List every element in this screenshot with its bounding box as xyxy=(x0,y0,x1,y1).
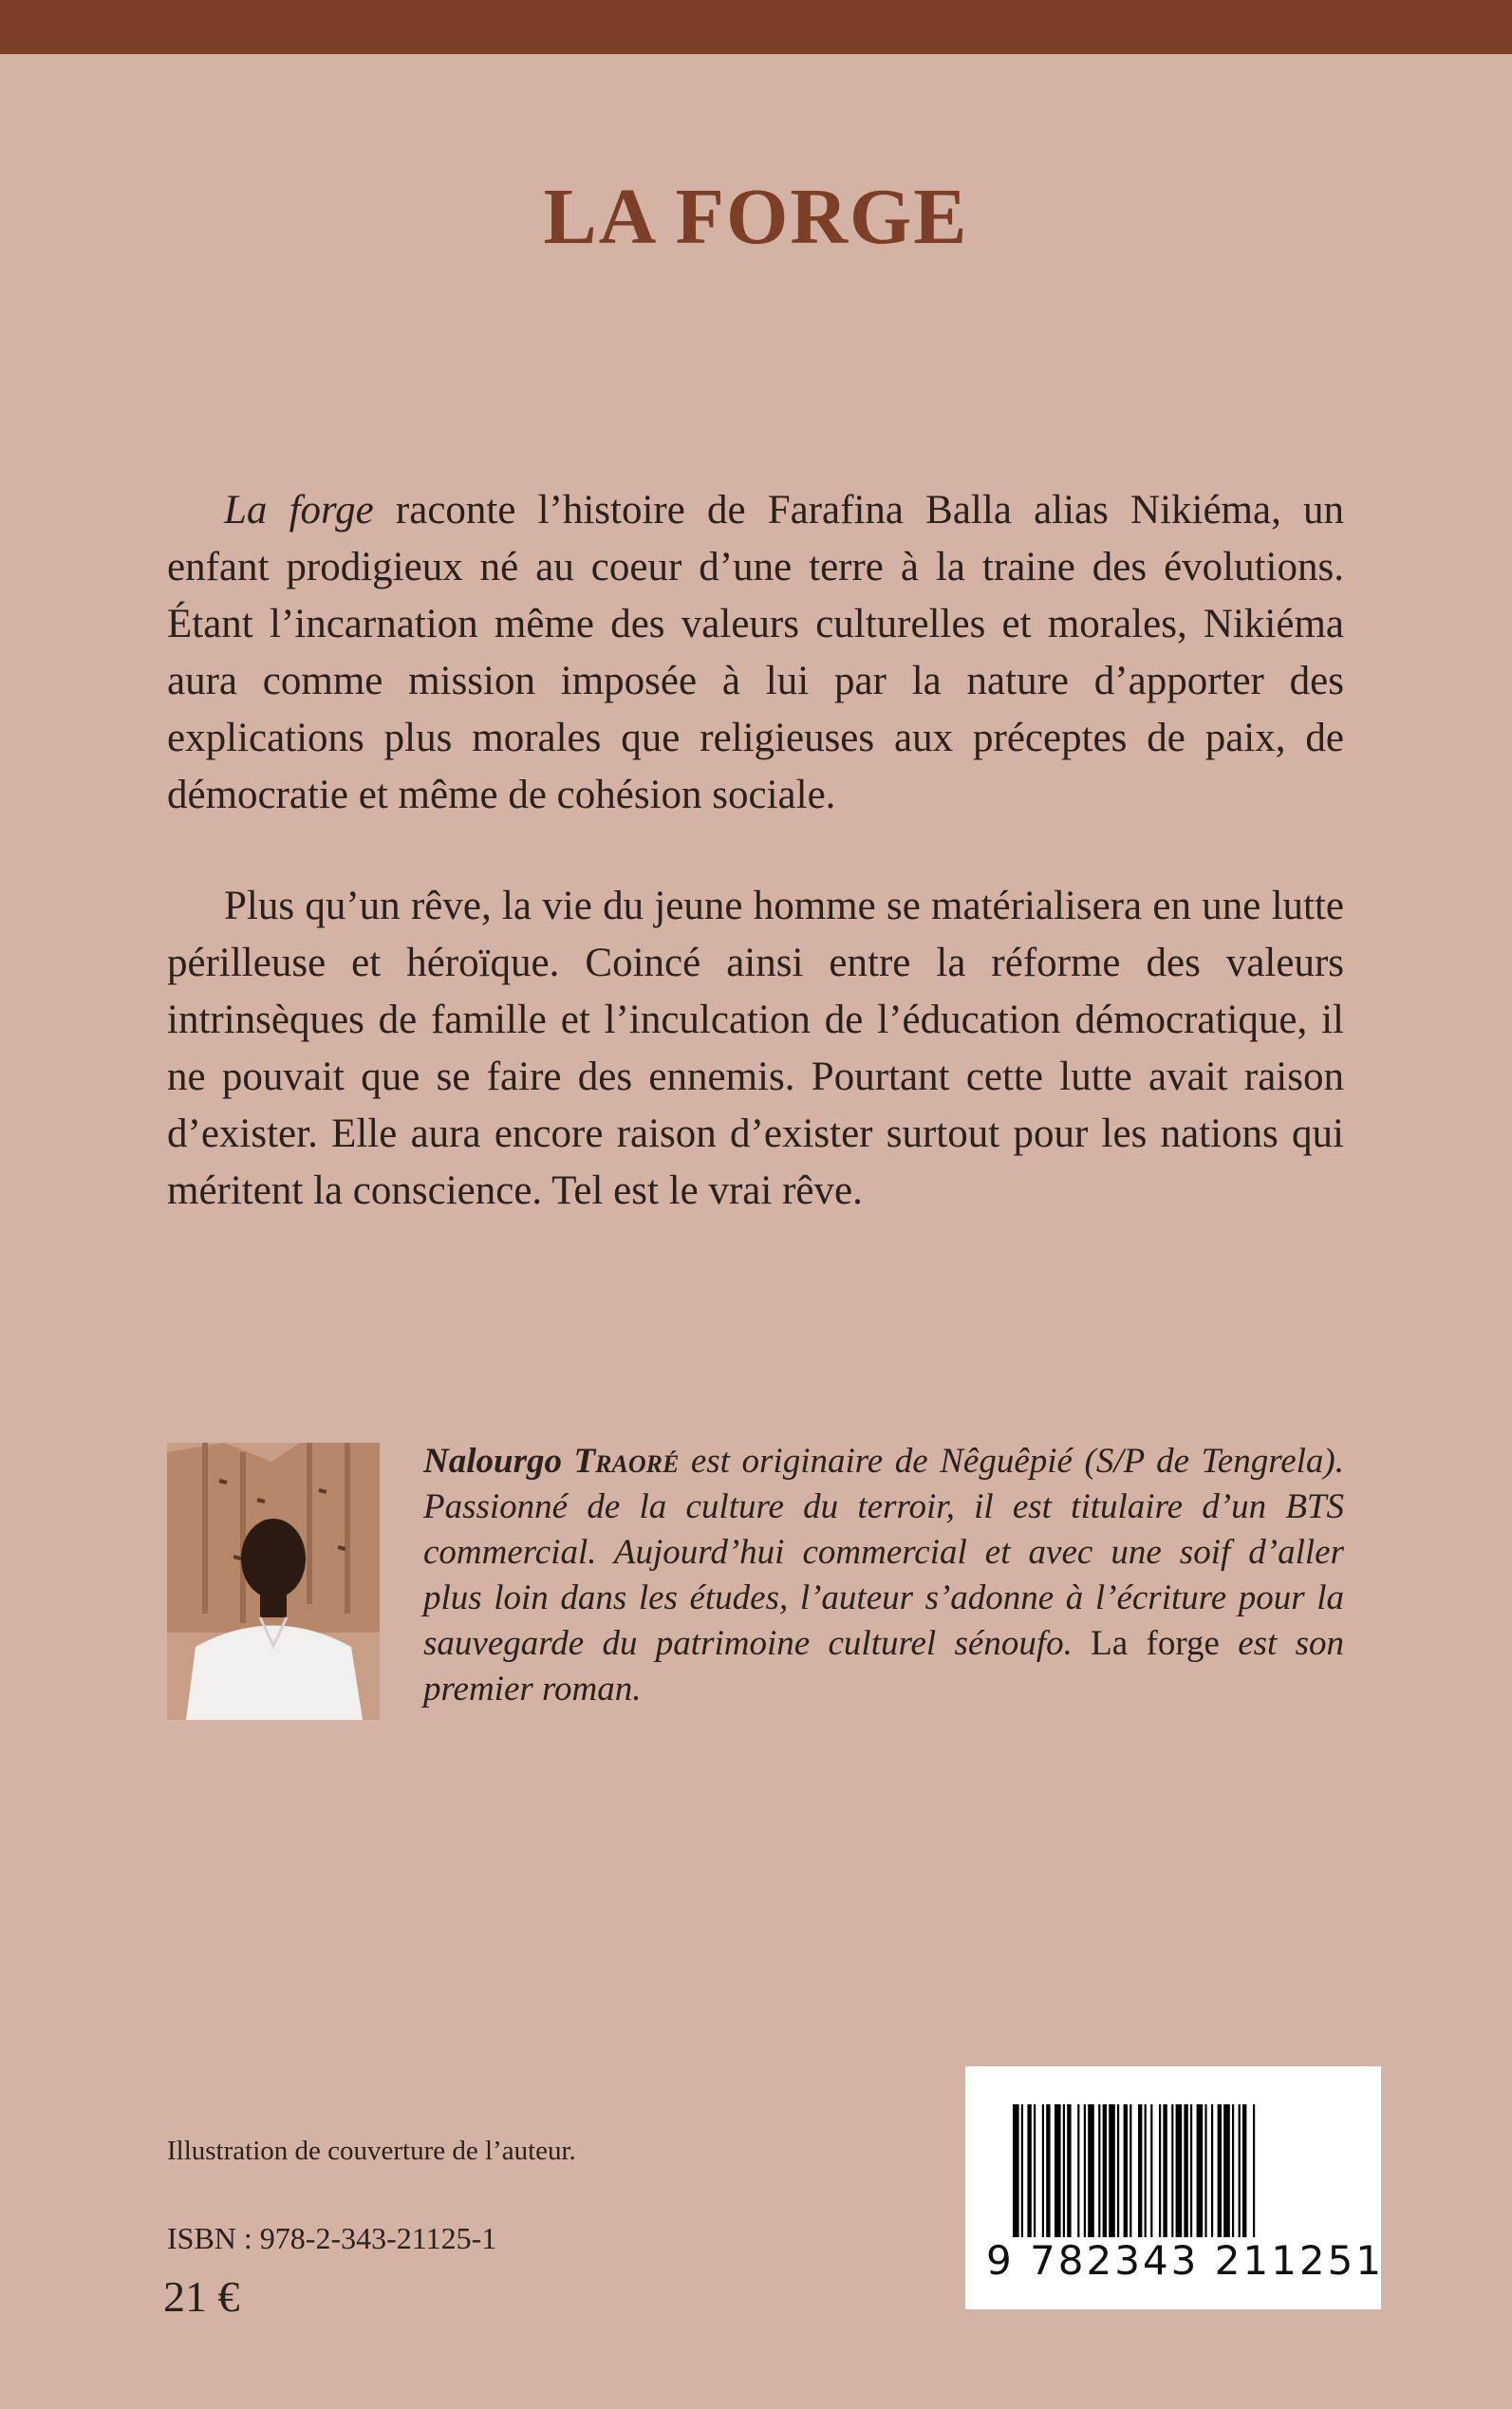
barcode-bar xyxy=(1034,2104,1036,2237)
illustration-credit: Illustration de couverture de l’auteur. xyxy=(167,2136,576,2166)
barcode-bar xyxy=(1055,2104,1061,2237)
barcode-bar xyxy=(1253,2104,1255,2237)
barcode-bar xyxy=(1129,2104,1131,2237)
barcode-bars xyxy=(1013,2104,1335,2247)
barcode-bar xyxy=(1218,2104,1222,2237)
author-photo-image xyxy=(167,1443,380,1720)
barcode-bar xyxy=(1145,2104,1147,2237)
barcode-bar xyxy=(1242,2104,1246,2237)
author-bio-text-1: est originaire de Nêguêpié (S/P de Tengrela). Passionné de la culture du terroir, il est titulaire d’un BTS commercial. Aujourd’hui commercial et avec une soif d’aller plus loin dans les études, l’auteur s’adonne à l’écriture pour la sauvegarde du patrimoine culturel sénoufo. xyxy=(423,1442,1345,1663)
book-title: LA FORGE xyxy=(543,173,969,261)
barcode-bar xyxy=(1084,2104,1086,2237)
barcode-bar xyxy=(1190,2104,1192,2237)
author-photo xyxy=(167,1443,380,1720)
barcode-bar xyxy=(1013,2104,1019,2237)
barcode-bar xyxy=(1232,2104,1234,2237)
barcode-bar xyxy=(1159,2104,1161,2237)
barcode-bar xyxy=(1042,2104,1044,2237)
barcode-bar xyxy=(1211,2104,1213,2237)
barcode xyxy=(965,2066,1385,2309)
barcode-bar xyxy=(1204,2104,1206,2237)
author-first-name: Nalourgo xyxy=(423,1442,562,1481)
barcode-bar xyxy=(1171,2104,1173,2237)
barcode-bar xyxy=(1197,2104,1204,2237)
author-last-name: Traoré xyxy=(573,1442,680,1481)
author-bio-book-ref: La forge xyxy=(1091,1624,1220,1663)
barcode-bar xyxy=(1176,2104,1183,2237)
barcode-bar xyxy=(1021,2104,1023,2237)
barcode-bar xyxy=(1117,2104,1119,2237)
barcode-bar xyxy=(1063,2104,1065,2237)
isbn: ISBN : 978-2-343-21125-1 xyxy=(167,2221,497,2255)
barcode-bar xyxy=(1124,2104,1128,2237)
barcode-bar xyxy=(1109,2104,1115,2237)
blurb-book-title: La forge xyxy=(224,488,374,532)
blurb-paragraph-2: Plus qu’un rêve, la vie du jeune homme se matérialisera en une lutte périlleuse et héroïque. Coincé ainsi entre la réforme des valeurs intrinsèques de famille et l’inculcation de l’éducation démocratique, il ne pouvait que se faire des ennemis. Pourtant cette lutte avait raison d’exister. Elle aura encore raison d’exister surtout pour les nations qui méritent la conscience. Tel est le vrai rêve. xyxy=(167,884,1344,1213)
author-bio xyxy=(423,1439,1344,1712)
price: 21 € xyxy=(163,2272,240,2321)
barcode-digits: 9 782343 211251 xyxy=(986,2237,1385,2284)
barcode-bar xyxy=(1184,2104,1187,2237)
barcode-bar xyxy=(1223,2104,1230,2237)
barcode-bar xyxy=(1067,2104,1071,2237)
barcode-bar xyxy=(1098,2104,1100,2237)
barcode-bar xyxy=(1027,2104,1031,2237)
barcode-bar xyxy=(1163,2104,1167,2237)
author-bio-text-2: est son premier roman. xyxy=(423,1624,1345,1709)
barcode-bar xyxy=(1138,2104,1142,2237)
top-color-band xyxy=(0,0,1512,54)
blurb-paragraph-1-text: raconte l’histoire de Farafina Balla alias Nikiéma, un enfant prodigieux né au coeur d’une terre à la traine des évolutions. Étant l’incarnation même des valeurs culturelles et morales, Nikiéma aura comme mission imposée à lui par la nature d’apporter des explications plus morales que religieuses aux préceptes de paix, de démocratie et même de cohésion sociale. xyxy=(167,488,1344,817)
blurb-paragraph-1 xyxy=(167,482,1344,824)
barcode-bar xyxy=(1077,2104,1079,2237)
barcode-bar xyxy=(1046,2104,1050,2237)
barcode-bar xyxy=(1239,2104,1241,2237)
barcode-bar xyxy=(1088,2104,1094,2237)
barcode-bar xyxy=(1103,2104,1107,2237)
barcode-bar xyxy=(1150,2104,1152,2237)
